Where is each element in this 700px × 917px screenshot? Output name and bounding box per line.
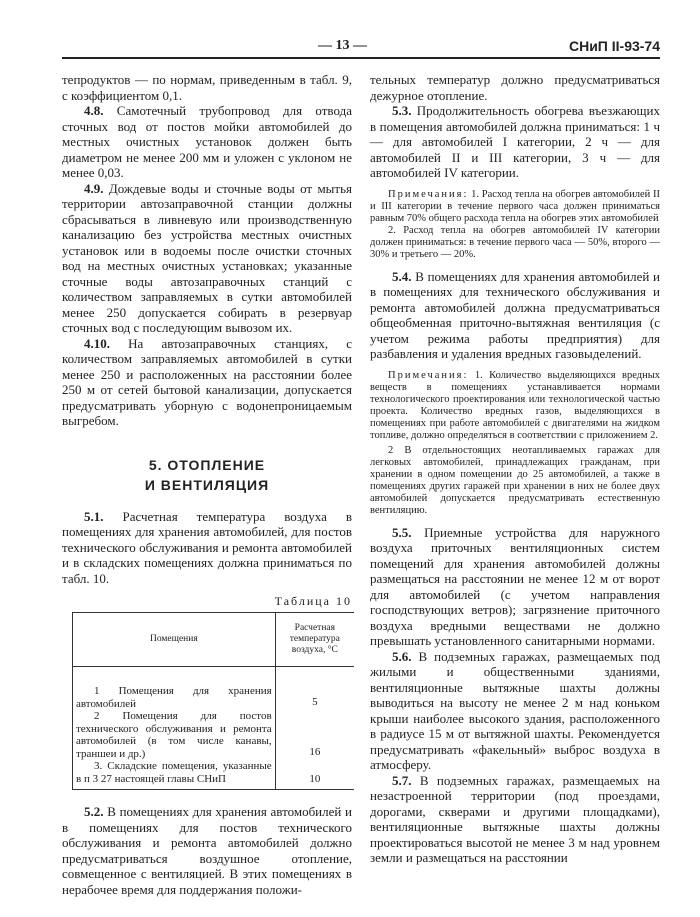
paragraph-4-9	[62, 181, 352, 336]
table-cell-temp: 10	[275, 760, 354, 790]
notes-label: Примечания:	[388, 369, 469, 381]
section-title-line-2: И ВЕНТИЛЯЦИЯ	[144, 476, 270, 493]
table-cell-temp: 16	[309, 745, 321, 758]
notes-5-4	[370, 370, 660, 517]
table-header-temperature: Расчетная температура воздуха, °С	[275, 613, 354, 667]
clause-text: Продолжительность обогрева въезжающих в помещения автомобилей должна приниматься: 1 ч — для автомобилей I категории, 2 ч — для автомобилей II и III категории, 3 ч — для автомобилей IV категории.	[370, 103, 660, 180]
paragraph-5-2	[62, 804, 352, 897]
document-code: СНиП II-93-74	[568, 38, 660, 54]
clause-number: 4.10.	[84, 335, 110, 351]
clause-number: 4.9.	[84, 180, 104, 196]
page-number: — 13 —	[318, 38, 367, 53]
clause-text: Приемные устройства для наружного воздуха приточных вентиляционных систем помещений для хранения автомобилей должны размещаться на расстоянии не менее 12 м от ворот для автомобилей (с учетом направления господствующих ветров); загрязнение приточного воздуха вредными веществами не должно превышать установленного санитарными нормами.	[370, 524, 660, 648]
clause-text: Самотечный трубопровод для отвода сточных вод от постов мойки автомобилей до местных очистных установок должен быть диаметром не менее 200 мм и уложен с уклоном не менее 0,03.	[62, 103, 352, 180]
section-heading	[62, 455, 352, 495]
clause-text: В помещениях для хранения автомобилей и в помещениях для технического обслуживания и ремонта автомобилей должна предусматриваться общеобменная приточно-вытяжная вентиляция (с учетом режима работы предприятия) для разбавления и удаления вредных газовыделений.	[370, 268, 661, 361]
clause-text: Расчетная температура воздуха в помещениях для хранения автомобилей, для постов технического обслуживания и ремонта автомобилей и в складских помещениях должна приниматься по табл. 10.	[62, 508, 352, 586]
table-cell-room: 1 Помещения для хранения автомобилей	[76, 685, 272, 710]
two-column-body	[0, 60, 700, 917]
clause-number: 5.4.	[392, 268, 412, 284]
clause-number: 5.1.	[84, 508, 104, 524]
note-text: 1. Расход тепла на обогрев автомобилей II и III категории в течение первого часа должен приниматься равным 70% общего расхода тепла на обогрев этих автомобилей	[370, 188, 660, 224]
note-text: 1. Количество выделяющихся вредных веществ в помещениях устанавливается нормами технологического проектирования или технологической частью проекта. Количество вредных газов, выделяющихся в помещениях при работе автомобилей с двигателями на жидком топливе, должно определяться в соответствии с приложением 2.	[370, 369, 661, 441]
note-text: 2. Расход тепла на обогрев автомобилей IV категории должен приниматься: в течение первого часа — 50%, второго — 30% и третьего — 20%.	[370, 224, 660, 260]
clause-text: В подземных гаражах, размещаемых под жилыми и общественными зданиями, вентиляционные вытяжные шахты должны выводиться на высоту не менее 2 м над коньком крыши наиболее высокого здания, расположенного в радиусе 15 м от вытяжной шахты. Рекомендуется предусматривать «факельный» выброс воздуха в атмосферу.	[370, 648, 660, 772]
paragraph-5-1	[62, 509, 352, 587]
table-row	[73, 667, 355, 711]
clause-text: В помещениях для хранения автомобилей и в помещениях для постов технического обслуживания и ремонта автомобилей должно предусматриваться воздушное отопление, совмещенное с вентиляцией. В этих помещениях в нерабочее время для поддержания положи-	[62, 804, 353, 897]
header-rule	[62, 57, 660, 59]
paragraph-4-8	[62, 103, 352, 181]
table-cell-temp: 5	[312, 695, 318, 708]
clause-text: Дождевые воды и сточные воды от мытья территории автозаправочной станции должны сбрасываться в ливневую или производственную канализацию без устройства местных очистных установок или в водоемы после очистки сточных вод на местных очистных установках; указанные сточные воды автозаправочных станций с количеством заправляемых в сутки автомобилей менее 250 допускается собирать в резервуар сточных вод с последующим вывозом их.	[62, 180, 353, 335]
notes-label: Примечания:	[388, 188, 469, 200]
temperature-table	[72, 612, 354, 790]
note-text: 2 В отдельностоящих неотапливаемых гаражах для легковых автомобилей, принадлежащих гражданам, при хранении в одном помещении до 25 автомобилей, а также в помещениях других гаражей при хранении в них не более двух автомобилей допускается предусматривать естественную вентиляцию.	[370, 444, 660, 516]
paragraph-5-7	[370, 773, 660, 866]
table-header-rooms: Помещения	[73, 613, 276, 667]
right-column	[370, 72, 660, 897]
left-column	[62, 72, 352, 897]
clause-number: 5.6.	[392, 648, 412, 664]
paragraph-5-6	[370, 649, 660, 773]
table-row	[73, 760, 355, 790]
clause-text: В подземных гаражах, размещаемых на незастроенной территории (под проездами, дорогами, скверами и другими площадками), вентиляционные вытяжные шахты должны проектироваться высотой не менее 3 м над уровнем земли и размещаться на расстоянии	[370, 772, 661, 865]
table-caption: Таблица 10	[274, 594, 352, 608]
clause-number: 5.2.	[84, 804, 104, 819]
paragraph-continuation: тепродуктов — по нормам, приведенным в табл. 9, с коэффициентом 0,1.	[62, 72, 352, 103]
clause-number: 4.8.	[84, 103, 104, 118]
table-cell-room: 3. Складские помещения, указанные в п 3 27 настоящей главы СНиП	[76, 760, 272, 785]
notes-5-3	[370, 189, 660, 261]
paragraph-5-3	[370, 103, 660, 181]
paragraph-5-4	[370, 269, 660, 362]
clause-number: 5.7.	[392, 772, 412, 788]
right-top-text	[370, 72, 660, 181]
page-header	[0, 0, 700, 60]
paragraph-5-5	[370, 525, 660, 649]
section-title-line-1: 5. ОТОПЛЕНИЕ	[148, 456, 266, 473]
table-cell-room: 2 Помещения для постов технического обслуживания и ремонта автомобилей (в том числе канавы, траншеи и др.)	[76, 710, 272, 760]
left-top-text	[62, 72, 352, 429]
table-row	[73, 710, 355, 760]
clause-number: 5.5.	[392, 524, 412, 540]
paragraph-4-10	[62, 336, 352, 429]
clause-number: 5.3.	[392, 103, 412, 118]
paragraph-continuation: тельных температур должно предусматриваться дежурное отопление.	[370, 72, 660, 103]
clause-text: На автозаправочных станциях, с количеством заправляемых автомобилей в сутки менее 250 и расположенных на расстоянии более 250 м от сетей бытовой канализации, допускается предусматривать уборную с водонепроницаемым выгребом.	[62, 335, 353, 428]
right-lower-text	[370, 525, 660, 866]
